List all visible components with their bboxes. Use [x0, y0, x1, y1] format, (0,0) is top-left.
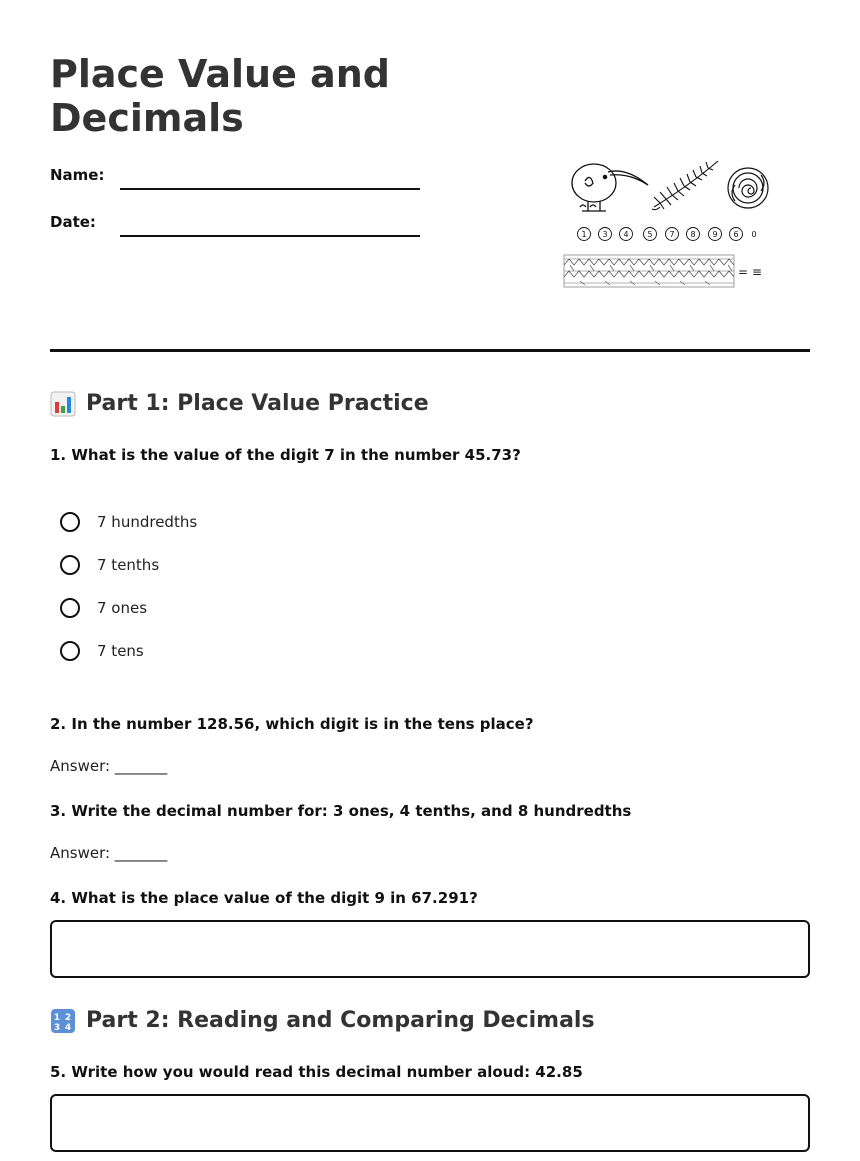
part2-heading [50, 1006, 595, 1036]
q5-answer-box[interactable] [50, 1094, 810, 1152]
name-field[interactable] [50, 166, 430, 196]
option-label: 7 tens [97, 642, 144, 660]
date-field[interactable] [50, 213, 430, 243]
digit-circle [687, 228, 700, 241]
q1-option-ones[interactable] [60, 595, 147, 621]
name-line[interactable] [120, 188, 420, 190]
svg-text:1: 1 [581, 230, 587, 239]
numbers-1234-icon [50, 1008, 76, 1034]
decorative-artwork [560, 155, 780, 295]
digit-circle [578, 228, 591, 241]
kiwi-bird-icon [572, 164, 648, 211]
question-2: 2. In the number 128.56, which digit is in the tens place? [50, 715, 534, 733]
koru-icon [728, 168, 768, 208]
woven-pattern-band [564, 255, 734, 287]
option-label: 7 ones [97, 599, 148, 617]
part1-heading-text: Part 1: Place Value Practice [86, 391, 429, 416]
svg-text:5: 5 [647, 230, 653, 239]
q1-option-hundredths[interactable] [60, 509, 197, 535]
q1-option-tenths[interactable] [60, 552, 159, 578]
q1-option-tens[interactable] [60, 638, 144, 664]
q2-answer-blank[interactable]: Answer: _______ [50, 757, 168, 775]
svg-text:3: 3 [53, 1023, 61, 1033]
radio-circle[interactable] [60, 555, 80, 575]
trailing-digit: 0 [751, 230, 757, 239]
question-1: 1. What is the value of the digit 7 in the number 45.73? [50, 446, 521, 464]
svg-text:9: 9 [712, 230, 718, 239]
part2-heading-text: Part 2: Reading and Comparing Decimals [86, 1008, 595, 1033]
date-line[interactable] [120, 235, 420, 237]
part1-heading [50, 389, 429, 419]
question-5: 5. Write how you would read this decimal number aloud: 42.85 [50, 1063, 583, 1081]
digit-circle [599, 228, 612, 241]
option-label: 7 tenths [97, 556, 160, 574]
digit-circle [644, 228, 657, 241]
fern-icon [652, 161, 718, 210]
svg-text:4: 4 [623, 230, 629, 239]
radio-circle[interactable] [60, 598, 80, 618]
digit-circle [620, 228, 633, 241]
svg-text:6: 6 [733, 230, 739, 239]
digit-circle [666, 228, 679, 241]
bar-chart-icon [50, 391, 76, 417]
svg-text:2: 2 [64, 1013, 72, 1023]
worksheet-title: Place Value and Decimals [50, 52, 390, 140]
q3-answer-blank[interactable]: Answer: _______ [50, 844, 168, 862]
svg-text:1: 1 [53, 1013, 61, 1023]
svg-text:4: 4 [64, 1023, 72, 1033]
question-3: 3. Write the decimal number for: 3 ones, 4 tenths, and 8 hundredths [50, 802, 632, 820]
worksheet-page [50, 0, 810, 1161]
header-divider [50, 349, 810, 352]
svg-text:3: 3 [602, 230, 608, 239]
digit-circle [730, 228, 743, 241]
radio-circle[interactable] [60, 512, 80, 532]
q4-answer-box[interactable] [50, 920, 810, 978]
equals-mark: = ≡ [738, 265, 762, 279]
svg-text:8: 8 [690, 230, 696, 239]
date-label: Date: [50, 213, 96, 231]
radio-circle[interactable] [60, 641, 80, 661]
name-label: Name: [50, 166, 105, 184]
digit-circle [709, 228, 722, 241]
svg-text:7: 7 [669, 230, 675, 239]
question-4: 4. What is the place value of the digit 9 in 67.291? [50, 889, 478, 907]
option-label: 7 hundredths [97, 513, 198, 531]
circled-digits-row [578, 228, 757, 241]
